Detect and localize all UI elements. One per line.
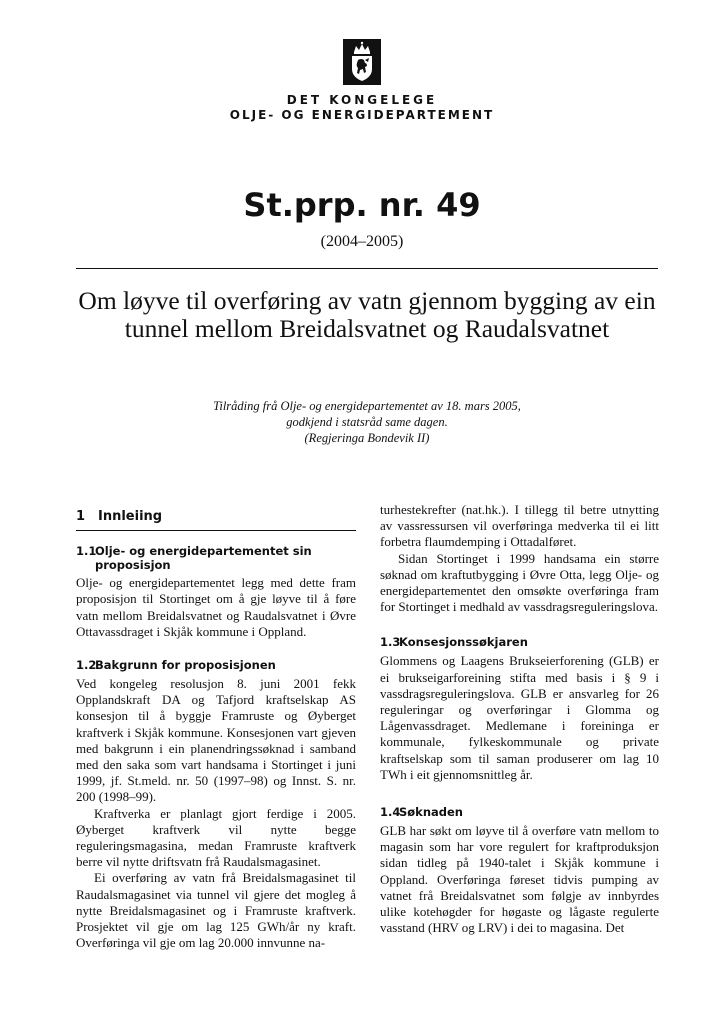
tilrading-line2: godkjend i statsråd same dagen. bbox=[286, 415, 448, 429]
section-title-line2: proposisjon bbox=[95, 558, 171, 573]
tilrading-line1: Tilråding frå Olje- og energidepartementet av 18. mars 2005, bbox=[213, 399, 521, 413]
paragraph: Ved kongeleg resolusjon 8. juni 2001 fekk Opplandskraft DA og Tafjord kraftselskap AS konsesjon til å byggje Framruste og Øyberget kraftverk i Skjåk kommune. Konsesjonen vart gjeven med bakgrunn i ein planendringssøknad i samband med den saka som vart handsama i Stortinget i juni 1999, jf. St.meld. nr. 50 (1997–98) og Innst. S. nr. 200 (1998–99). bbox=[76, 676, 356, 805]
paragraph: Olje- og energidepartementet legg med dette fram proposisjon til Stortinget om å gje løyve til å føre vatn mellom Breidalsvatnet og Raudalsvatnet i Øvre Ottavassdraget i Skjåk kommune i Oppland. bbox=[76, 575, 356, 639]
norwegian-coat-of-arms-icon bbox=[343, 39, 381, 85]
section-number: 1.4 bbox=[380, 805, 401, 820]
section-title: Søknaden bbox=[399, 805, 463, 820]
title-divider bbox=[76, 268, 658, 269]
right-column bbox=[380, 502, 659, 936]
paragraph-continued: turhestekrefter (nat.hk.). I tillegg til betre utnytting av vassressursen vil overføringa medverka til ei litt forbetra flaumdemping i Ottadalføret. bbox=[380, 502, 659, 550]
paragraph: Glommens og Laagens Brukseierforening (GLB) er ei brukseigarforeining stifta med basis i § 9 i vassdragsreguleringslova. GLB er ansvarleg for 26 reguleringar og overføringar i Glomma og Lågenvassdraget. Medlemane i foreininga er kommunale, fylkeskommunale og private kraftselskap som til saman produserer om lag 10 TWh i eit gjennomsnittleg år. bbox=[380, 653, 659, 782]
section-number: 1.1 bbox=[76, 544, 97, 559]
left-column bbox=[76, 509, 356, 951]
session-years: (2004–2005) bbox=[320, 233, 404, 250]
tilrading-line3: (Regjeringa Bondevik II) bbox=[304, 431, 430, 445]
section-number: 1.3 bbox=[380, 635, 401, 650]
section-number: 1.2 bbox=[76, 658, 97, 673]
section-heading-1-2 bbox=[76, 658, 356, 672]
section-divider bbox=[76, 530, 356, 531]
ministry-name-line1: DET KONGELEGE bbox=[286, 93, 438, 107]
paragraph: Ei overføring av vatn frå Breidalsmagasinet til Raudalsmagasinet via tunnel vil gjere det mogleg å nytte Breidalsmagasinet og i Framruste kraftverk. Prosjektet vil gje om lag 125 GWh/år ny kraft. Overføringa vil gje om lag 20.000 innvunne na- bbox=[76, 870, 356, 951]
paragraph: Kraftverka er planlagt gjort ferdige i 2005. Øyberget kraftverk vil nytte begge reguleringsmagasina, medan Framruste kraftverk berre vil nytte driftsvatn frå Raudalsmagasinet. bbox=[76, 805, 356, 870]
section-title: Bakgrunn for proposisjonen bbox=[95, 658, 276, 673]
document-number: St.prp. nr. 49 bbox=[243, 186, 481, 224]
ministry-name-line2: OLJE- OG ENERGIDEPARTEMENT bbox=[229, 108, 495, 122]
section-title-line1: Olje- og energidepartementet sin bbox=[95, 544, 312, 559]
section-title: Innleiing bbox=[98, 509, 163, 524]
paragraph: Sidan Stortinget i 1999 handsama ein større søknad om kraftutbygging i Øvre Otta, legg Olje- og energidepartementet den omsøkte overføringa fram for Stortinget i medhald av vassdragsreguleringslova. bbox=[380, 550, 659, 615]
tilrading-block bbox=[76, 398, 658, 446]
section-heading-1-4 bbox=[380, 805, 659, 819]
document-title: Om løyve til overføring av vatn gjennom bygging av ein tunnel mellom Breidalsvatnet og Raudalsvatnet bbox=[78, 286, 656, 343]
section-number: 1 bbox=[76, 509, 86, 524]
section-heading-1 bbox=[76, 509, 356, 525]
section-title: Konsesjonssøkjaren bbox=[399, 635, 528, 650]
paragraph: GLB har søkt om løyve til å overføre vatn mellom to magasin som har vore regulert for kraftproduksjon sidan tidleg på 1940-talet i Skjåk kommune i Oppland. Overføringa føreset tidvis pumping av vatnet frå Breidalsvatnet som følgje av innbyrdes ulike kotehøgder for høgaste og lågaste regulerte vasstand (HRV og LRV) i dei to magasina. Det bbox=[380, 823, 659, 936]
section-heading-1-3 bbox=[380, 635, 659, 649]
section-heading-1-1 bbox=[76, 544, 356, 572]
